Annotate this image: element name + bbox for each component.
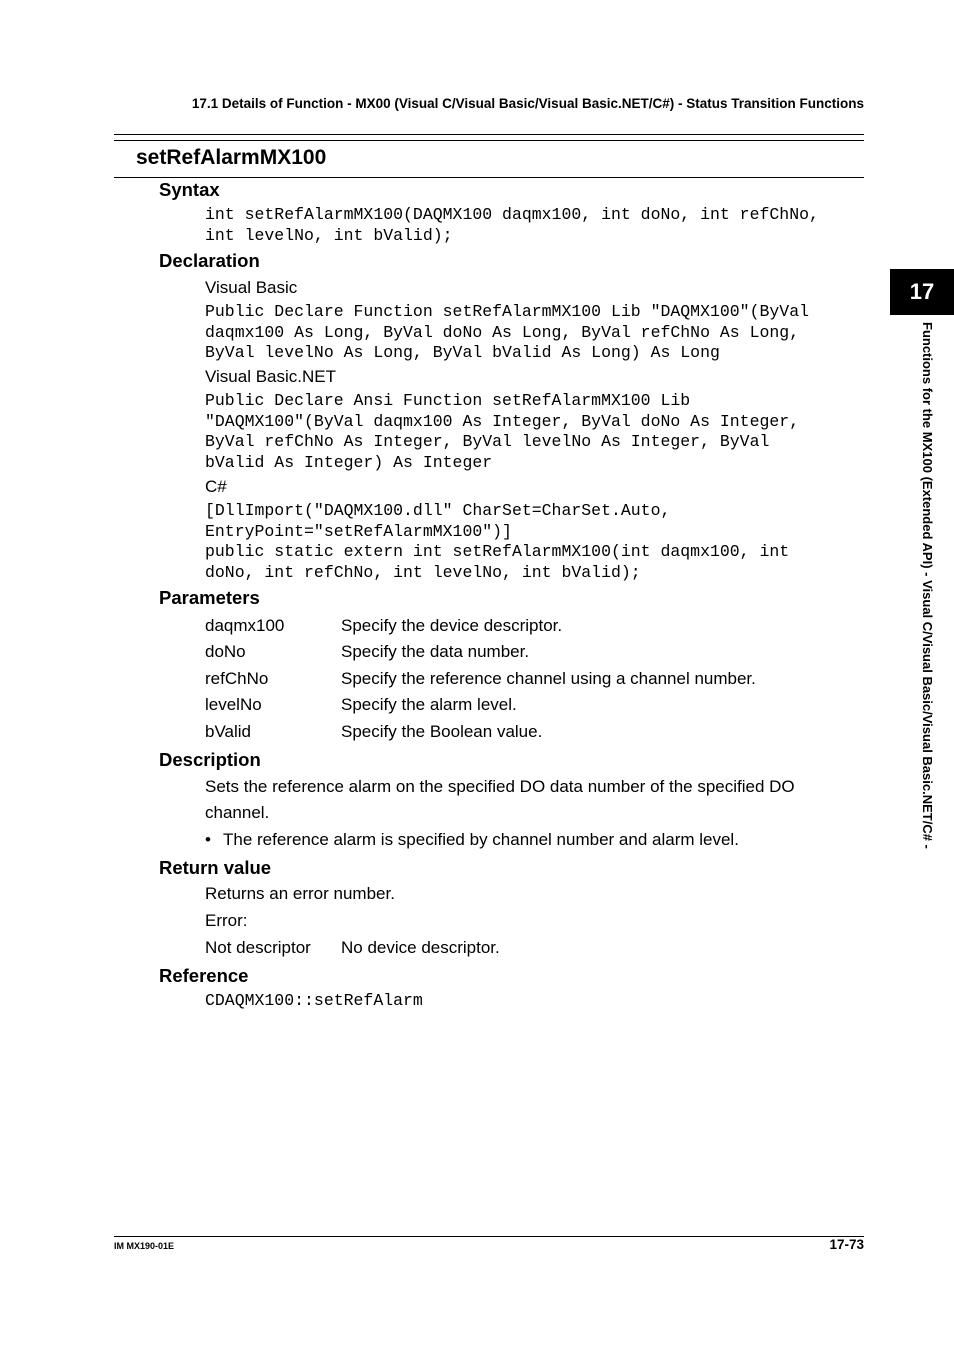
vb-declaration-code: Public Declare Function setRefAlarmMX100 Lib "DAQMX100"(ByVal daqmx100 As Long, ByVal doNo As Long, ByVal refChNo As Long, ByVal levelNo As Long, ByVal bValid As Long) As Long: [205, 302, 809, 363]
footer-rule: [114, 1236, 864, 1237]
description-bullet: [205, 830, 739, 850]
error-row: [205, 938, 500, 958]
parameter-desc: Specify the device descriptor.: [341, 616, 563, 635]
description-text: Sets the reference alarm on the specified DO data number of the specified DO channel.: [205, 777, 795, 822]
parameter-row: [205, 642, 529, 662]
parameter-name: doNo: [205, 642, 246, 661]
parameter-desc: Specify the data number.: [341, 642, 530, 661]
cs-declaration-code: [DllImport("DAQMX100.dll" CharSet=CharSet.Auto, EntryPoint="setRefAlarmMX100")] public static extern int setRefAlarmMX100(int daqmx100, int doNo, int refChNo, int levelNo, int bValid);: [205, 501, 790, 582]
chapter-tab[interactable]: 17: [890, 269, 954, 315]
parameters-heading: Parameters: [159, 587, 260, 608]
chapter-side-title: Functions for the MX100 (Extended API) - Visual C/Visual Basic/Visual Basic.NET/C# -: [920, 322, 935, 849]
parameter-name: refChNo: [205, 669, 269, 688]
declaration-heading: Declaration: [159, 250, 260, 271]
parameter-name: bValid: [205, 722, 251, 741]
bullet-icon: •: [205, 830, 211, 849]
function-title: setRefAlarmMX100: [136, 146, 327, 169]
vb-label: Visual Basic: [205, 278, 298, 297]
reference-heading: Reference: [159, 965, 249, 986]
error-name: Not descriptor: [205, 938, 311, 957]
parameter-row: [205, 616, 562, 636]
parameter-desc: Specify the Boolean value.: [341, 722, 543, 741]
reference-code: CDAQMX100::setRefAlarm: [205, 991, 423, 1010]
parameter-name: levelNo: [205, 695, 262, 714]
description-heading: Description: [159, 749, 261, 770]
title-rule: [114, 177, 864, 178]
document-id: IM MX190-01E: [114, 1241, 175, 1251]
error-desc: No device descriptor.: [341, 938, 500, 957]
parameter-desc: Specify the alarm level.: [341, 695, 517, 714]
cs-label: C#: [205, 477, 227, 496]
parameter-row: [205, 722, 542, 742]
vbnet-declaration-code: Public Declare Ansi Function setRefAlarmMX100 Lib "DAQMX100"(ByVal daqmx100 As Integer, ByVal doNo As Integer, ByVal refChNo As Integer, ByVal levelNo As Integer, ByVal bValid As Integer) As Integer: [205, 391, 800, 472]
running-header: 17.1 Details of Function - MX00 (Visual C/Visual Basic/Visual Basic.NET/C#) - Status Transition Functions: [191, 96, 864, 111]
parameter-name: daqmx100: [205, 616, 285, 635]
return-value-heading: Return value: [159, 857, 272, 878]
parameter-desc: Specify the reference channel using a channel number.: [341, 669, 756, 688]
error-label: Error:: [205, 911, 248, 930]
parameter-row: [205, 669, 756, 689]
return-value-text: Returns an error number.: [205, 884, 395, 903]
header-rule-bottom: [114, 140, 864, 141]
page-number: 17-73: [829, 1237, 864, 1252]
bullet-text: The reference alarm is specified by channel number and alarm level.: [223, 830, 739, 849]
vbnet-label: Visual Basic.NET: [205, 367, 337, 386]
syntax-code: int setRefAlarmMX100(DAQMX100 daqmx100, int doNo, int refChNo, int levelNo, int bValid);: [205, 205, 819, 245]
syntax-heading: Syntax: [159, 179, 220, 200]
parameter-row: [205, 695, 517, 715]
header-rule-top: [114, 134, 864, 135]
